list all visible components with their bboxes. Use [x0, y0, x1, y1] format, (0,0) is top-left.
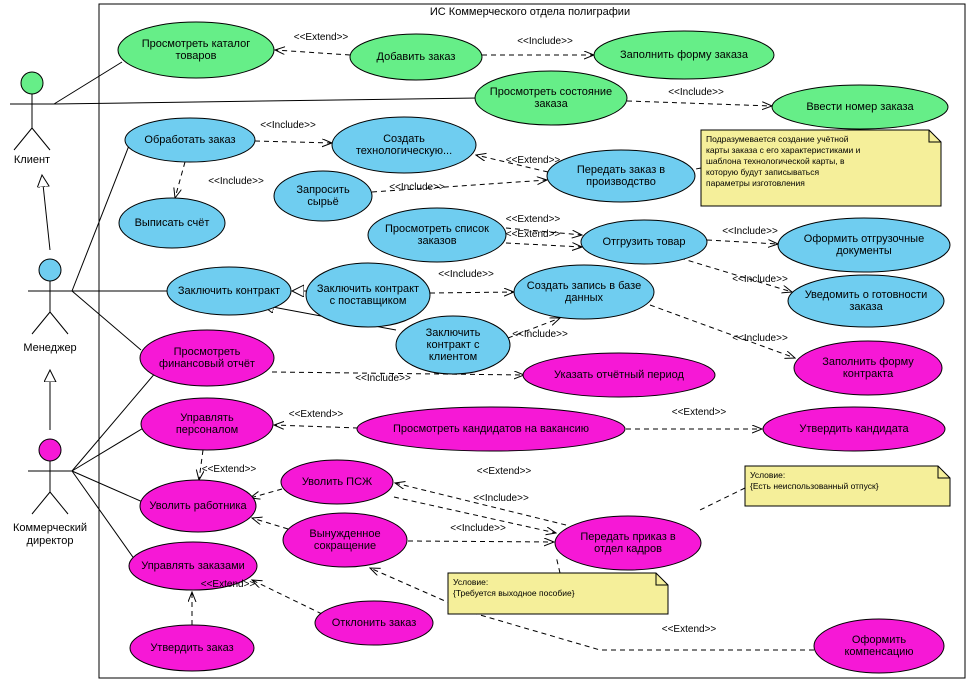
- note-line: Подразумевается создание учётной: [706, 134, 849, 144]
- actor-client: [10, 72, 54, 166]
- generalization-manager-to-client: [42, 175, 50, 250]
- use-case-label: Ввести номер заказа: [806, 100, 914, 113]
- use-case-label: Создать запись в базе: [526, 279, 642, 292]
- use-case-label: Управлять: [180, 411, 234, 424]
- use-case-label: Заключить: [425, 326, 481, 339]
- use-case-label: производство: [586, 175, 656, 188]
- use-case-uc2[interactable]: [350, 34, 482, 80]
- use-case-label: компенсацию: [844, 645, 914, 658]
- actor-manager: [23, 259, 76, 354]
- stereotype-label: <<Extend>>: [505, 214, 561, 225]
- use-case-uc17[interactable]: [788, 275, 944, 327]
- diagram-title: ИС Коммерческого отдела полиграфии: [429, 6, 631, 18]
- use-case-label: Вынужденное: [309, 527, 381, 540]
- use-case-uc24[interactable]: [763, 407, 945, 451]
- use-case-uc20[interactable]: [523, 353, 715, 397]
- use-case-label: Просмотреть: [173, 345, 241, 358]
- stereotype-label: <<Extend>>: [201, 464, 257, 475]
- use-case-label: Утвердить заказ: [150, 641, 234, 654]
- note-line: Условие:: [750, 470, 786, 480]
- use-case-label: отдел кадров: [594, 542, 662, 555]
- note-line: которую будут записываться: [706, 167, 820, 177]
- note-line: {Требуется выходное пособие}: [453, 588, 575, 598]
- stereotype-label: <<Extend>>: [661, 624, 717, 635]
- stereotype-label: <<Extend>>: [293, 32, 349, 43]
- actor-label-director-1: Коммерческий: [12, 522, 88, 534]
- stereotype-label: <<Extend>>: [505, 229, 561, 240]
- use-case-label: Утвердить кандидата: [799, 422, 909, 435]
- use-case-label: Уволить работника: [149, 499, 247, 512]
- use-case-uc31[interactable]: [130, 625, 254, 671]
- stereotype-label: <<Extend>>: [671, 407, 727, 418]
- use-case-uc9[interactable]: [274, 171, 372, 221]
- use-case-uc12[interactable]: [581, 220, 707, 264]
- use-case-label: Добавить заказ: [376, 50, 456, 63]
- stereotype-label: <<Extend>>: [288, 409, 344, 420]
- use-case-uc28[interactable]: [555, 516, 701, 570]
- use-case-label: контракта: [842, 367, 894, 380]
- note-note1: [701, 130, 941, 206]
- use-case-uc30[interactable]: [315, 601, 433, 645]
- use-case-label: Заполнить форму: [822, 355, 914, 368]
- use-case-label: персоналом: [175, 423, 239, 436]
- use-case-label: Выписать счёт: [134, 216, 210, 229]
- stereotype-label: <<Include>>: [260, 120, 316, 131]
- stereotype-label: <<Include>>: [668, 87, 724, 98]
- use-case-label: технологическую...: [355, 144, 453, 157]
- use-case-uc3[interactable]: [594, 31, 774, 79]
- note-line: {Есть неиспользованный отпуск}: [750, 481, 879, 491]
- note-line: шаблона технологической карты, в: [706, 156, 845, 166]
- use-case-uc22[interactable]: [141, 398, 273, 450]
- use-case-uc14[interactable]: [167, 267, 291, 315]
- use-case-label: Отклонить заказ: [331, 616, 417, 629]
- use-case-uc11[interactable]: [368, 208, 506, 262]
- use-case-uc6[interactable]: [125, 118, 255, 162]
- use-case-label: Просмотреть список: [385, 222, 489, 235]
- note-note2: [745, 466, 950, 506]
- note-line: Условие:: [453, 577, 489, 587]
- note-line: карты заказа с его характеристиками и: [706, 145, 861, 155]
- stereotype-label: <<Include>>: [208, 176, 264, 187]
- stereotype-label: <<Include>>: [517, 36, 573, 47]
- use-case-label: заказа: [849, 300, 883, 313]
- stereotype-label: <<Include>>: [732, 274, 788, 285]
- use-case-uc32[interactable]: [814, 619, 944, 673]
- use-case-label: Заключить контракт: [177, 284, 281, 297]
- use-case-uc23[interactable]: [357, 407, 625, 451]
- use-case-label: Уволить ПСЖ: [301, 475, 373, 488]
- use-case-label: Оформить отгрузочные: [803, 232, 925, 245]
- use-case-label: заказов: [417, 234, 457, 247]
- actor-label-manager: Менеджер: [23, 342, 77, 354]
- use-case-uc5[interactable]: [772, 85, 948, 129]
- use-case-label: Уведомить о готовности: [804, 288, 928, 301]
- use-case-uc25[interactable]: [281, 460, 393, 504]
- stereotype-label: <<Extend>>: [200, 579, 256, 590]
- note-line: параметры изготовления: [706, 178, 805, 188]
- stereotype-label: <<Include>>: [732, 333, 788, 344]
- use-case-label: Заполнить форму заказа: [620, 48, 748, 61]
- use-case-label: Заключить контракт: [316, 282, 420, 295]
- stereotype-label: <<Include>>: [389, 182, 445, 193]
- use-case-label: документы: [836, 244, 892, 257]
- use-case-uc21[interactable]: [794, 341, 942, 395]
- use-case-label: товаров: [175, 49, 217, 62]
- use-case-label: сокращение: [313, 539, 377, 552]
- use-case-label: Отгрузить товар: [602, 235, 686, 248]
- use-case-label: Запросить: [296, 183, 350, 196]
- use-case-label: Указать отчётный период: [554, 368, 684, 381]
- stereotype-label: <<Include>>: [355, 373, 411, 384]
- use-case-label: данных: [564, 291, 604, 304]
- use-case-label: Просмотреть каталог: [141, 37, 251, 50]
- use-case-label: Просмотреть кандидатов на вакансию: [392, 422, 590, 435]
- use-case-label: сырьё: [307, 195, 339, 208]
- actor-commercial-director: [13, 439, 87, 547]
- use-case-uc1[interactable]: [118, 22, 274, 78]
- use-case-uc13[interactable]: [778, 218, 950, 272]
- use-case-uc16[interactable]: [514, 265, 654, 319]
- use-case-label: Создать: [383, 132, 425, 145]
- use-case-label: Оформить: [851, 633, 907, 646]
- use-case-uc15[interactable]: [306, 263, 430, 327]
- stereotype-label: <<Include>>: [438, 269, 494, 280]
- use-case-uc10[interactable]: [119, 198, 225, 248]
- stereotype-label: <<Include>>: [512, 329, 568, 340]
- use-case-label: контракт с: [426, 338, 480, 351]
- use-case-label: Обработать заказ: [144, 133, 236, 146]
- use-case-label: Передать заказ в: [576, 163, 666, 176]
- note-note3: [448, 573, 668, 614]
- use-case-label: Управлять заказами: [141, 559, 245, 572]
- use-case-label: Передать приказ в: [580, 530, 676, 543]
- use-case-label: финансовый отчёт: [159, 357, 255, 370]
- use-case-uc18[interactable]: [396, 316, 510, 374]
- use-case-uc8[interactable]: [547, 150, 695, 202]
- stereotype-label: <<Include>>: [450, 523, 506, 534]
- use-case-label: заказа: [534, 97, 568, 110]
- stereotype-label: <<Include>>: [722, 226, 778, 237]
- use-case-label: Просмотреть состояние: [489, 85, 613, 98]
- use-case-uc27[interactable]: [283, 513, 407, 567]
- use-case-label: с поставщиком: [329, 294, 407, 307]
- use-case-uc19[interactable]: [140, 330, 274, 386]
- stereotype-label: <<Include>>: [473, 493, 529, 504]
- use-case-label: клиентом: [428, 350, 478, 363]
- use-case-uc7[interactable]: [332, 117, 476, 173]
- stereotype-label: <<Extend>>: [476, 466, 532, 477]
- stereotype-label: <<Extend>>: [505, 155, 561, 166]
- actor-label-director-2: директор: [26, 535, 74, 547]
- actor-label-client: Клиент: [13, 154, 51, 166]
- use-case-uc26[interactable]: [140, 480, 256, 532]
- use-case-uc4[interactable]: [475, 71, 627, 125]
